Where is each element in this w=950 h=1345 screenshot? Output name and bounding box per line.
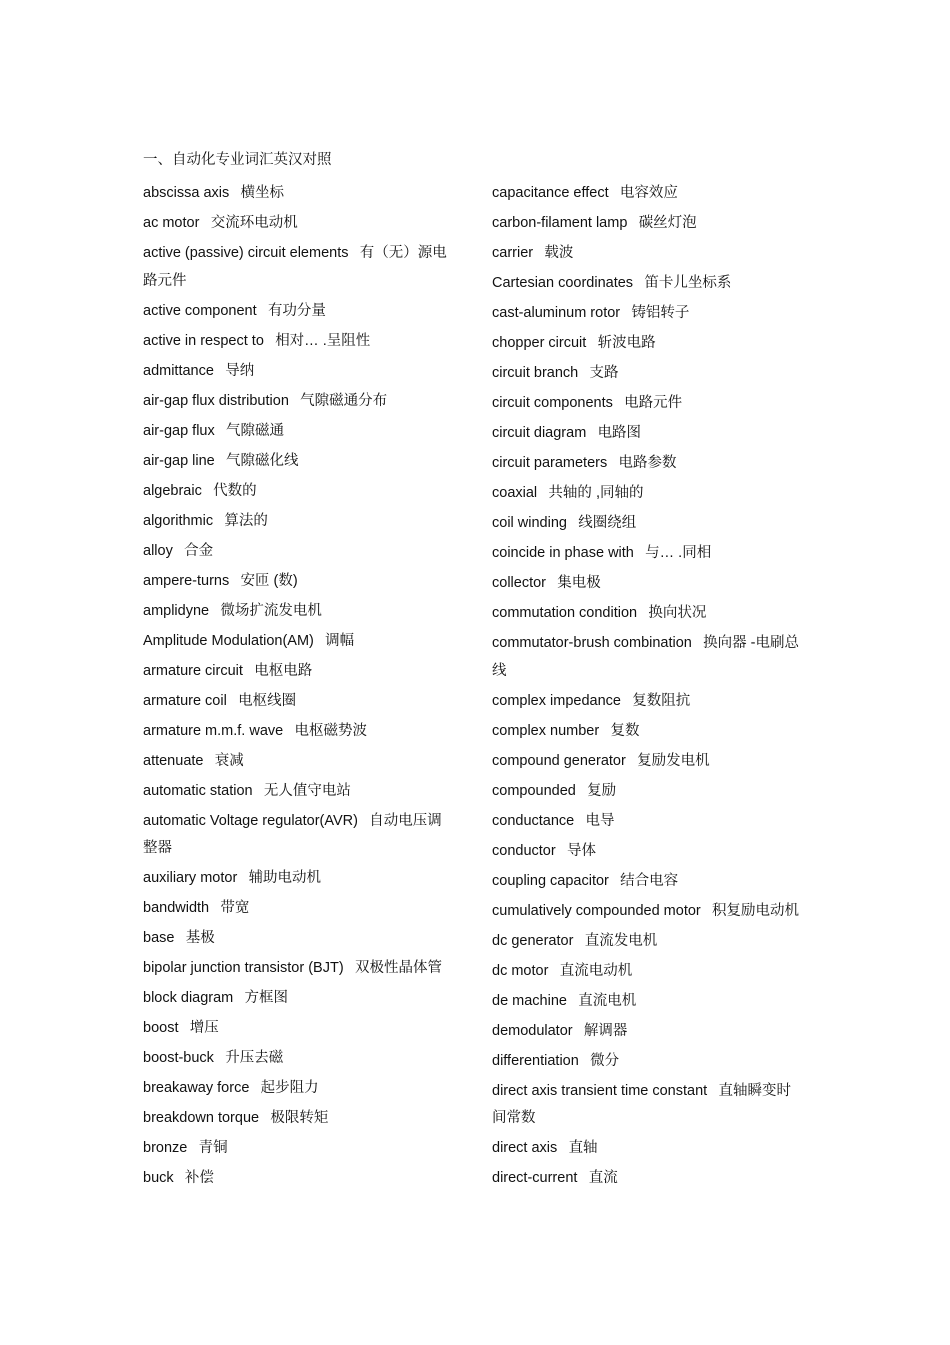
chinese-translation: 电枢线圈: [238, 692, 297, 709]
glossary-entry: [492, 239, 804, 269]
chinese-translation: 电导: [585, 812, 615, 829]
chinese-translation: 电路图: [597, 425, 642, 442]
english-term: armature circuit: [143, 662, 243, 679]
english-term: conductor: [492, 842, 556, 859]
glossary-entry: [492, 419, 804, 449]
glossary-entry: [492, 509, 804, 539]
glossary-entry: [143, 717, 451, 747]
glossary-entry: [143, 537, 451, 567]
glossary-column-left: [143, 179, 451, 1194]
english-term: circuit parameters: [492, 455, 608, 472]
english-term: air-gap flux: [143, 422, 215, 439]
english-term: air-gap line: [143, 452, 215, 469]
glossary-entry: [492, 569, 804, 599]
page-title: 一、自动化专业词汇英汉对照: [143, 152, 332, 168]
chinese-translation: 有（无）源电路元件: [143, 245, 447, 289]
chinese-translation: 带宽: [220, 900, 250, 917]
english-term: armature coil: [143, 692, 227, 709]
chinese-translation: 无人值守电站: [263, 782, 351, 799]
chinese-translation: 调幅: [325, 632, 355, 649]
chinese-translation: 电路元件: [624, 395, 683, 412]
glossary-entry: [143, 327, 451, 357]
chinese-translation: 横坐标: [240, 185, 285, 202]
chinese-translation: 双极性晶体管: [354, 960, 442, 977]
english-term: complex impedance: [492, 692, 621, 709]
glossary-entry: [492, 687, 804, 717]
chinese-translation: 导体: [566, 842, 596, 859]
glossary-entry: [492, 777, 804, 807]
glossary-entry: [492, 717, 804, 747]
english-term: coaxial: [492, 485, 538, 502]
glossary-entry: [492, 867, 804, 897]
glossary-entry: [143, 954, 451, 984]
glossary-entry: [492, 269, 804, 299]
glossary-entry: [492, 1077, 804, 1135]
chinese-translation: 载波: [544, 245, 574, 262]
english-term: circuit components: [492, 395, 613, 412]
english-term: breakaway force: [143, 1080, 250, 1097]
chinese-translation: 共轴的 ,同轴的: [548, 485, 644, 502]
chinese-translation: 直流电机: [578, 992, 637, 1009]
english-term: admittance: [143, 362, 214, 379]
english-term: boost-buck: [143, 1050, 214, 1067]
chinese-translation: 起步阻力: [260, 1080, 319, 1097]
english-term: direct axis transient time constant: [492, 1082, 708, 1099]
chinese-translation: 直流电动机: [559, 962, 633, 979]
glossary-entry: [492, 837, 804, 867]
english-term: Cartesian coordinates: [492, 275, 634, 292]
chinese-translation: 笛卡儿坐标系: [644, 275, 732, 292]
glossary-entry: [492, 179, 804, 209]
english-term: coupling capacitor: [492, 872, 609, 889]
chinese-translation: 代数的: [213, 482, 257, 499]
chinese-translation: 基极: [185, 930, 215, 947]
english-term: auxiliary motor: [143, 870, 238, 887]
english-term: breakdown torque: [143, 1110, 260, 1127]
english-term: compounded: [492, 782, 576, 799]
chinese-translation: 直流发电机: [584, 932, 658, 949]
english-term: abscissa axis: [143, 185, 230, 202]
english-term: amplidyne: [143, 602, 210, 619]
glossary-entry: [492, 389, 804, 419]
english-term: bronze: [143, 1140, 188, 1157]
glossary-entry: [143, 1044, 451, 1074]
english-term: collector: [492, 575, 546, 592]
glossary-entry: [492, 449, 804, 479]
glossary-entry: [143, 477, 451, 507]
english-term: algorithmic: [143, 512, 214, 529]
chinese-translation: 铸铝转子: [631, 305, 690, 322]
glossary-entry: [492, 897, 804, 927]
chinese-translation: 与… .同相: [645, 545, 712, 562]
english-term: boost: [143, 1020, 179, 1037]
chinese-translation: 相对… .呈阻性: [275, 332, 371, 349]
chinese-translation: 补偿: [184, 1170, 214, 1187]
glossary-entry: [492, 987, 804, 1017]
english-term: capacitance effect: [492, 185, 609, 202]
chinese-translation: 导纳: [225, 362, 255, 379]
chinese-translation: 青铜: [198, 1140, 228, 1157]
glossary-entry: [143, 357, 451, 387]
glossary-entry: [492, 747, 804, 777]
chinese-translation: 升压去磁: [225, 1050, 284, 1067]
glossary-entry: [143, 239, 451, 297]
glossary-entry: [492, 209, 804, 239]
glossary-entry: [143, 387, 451, 417]
chinese-translation: 增压: [189, 1020, 219, 1037]
chinese-translation: 算法的: [224, 512, 268, 529]
glossary-entry: [143, 924, 451, 954]
glossary-entry: [492, 479, 804, 509]
chinese-translation: 复数阻抗: [632, 692, 691, 709]
english-term: demodulator: [492, 1022, 573, 1039]
chinese-translation: 碳丝灯泡: [638, 215, 697, 232]
english-term: coil winding: [492, 515, 567, 532]
chinese-translation: 电枢磁势波: [294, 722, 367, 739]
glossary-entry: [492, 927, 804, 957]
english-term: circuit diagram: [492, 425, 587, 442]
chinese-translation: 安匝 (数): [240, 572, 298, 589]
glossary-entry: [492, 299, 804, 329]
glossary-entry: [143, 1014, 451, 1044]
english-term: active in respect to: [143, 332, 264, 349]
glossary-entry: [492, 1017, 804, 1047]
english-term: de machine: [492, 992, 567, 1009]
english-term: direct axis: [492, 1140, 558, 1157]
glossary-entry: [143, 627, 451, 657]
english-term: carbon-filament lamp: [492, 215, 628, 232]
glossary-entry: [143, 567, 451, 597]
english-term: Amplitude Modulation(AM): [143, 632, 314, 649]
chinese-translation: 换向状况: [648, 605, 707, 622]
chinese-translation: 线圈绕组: [578, 515, 637, 532]
glossary-entry: [143, 864, 451, 894]
glossary-entry: [492, 1047, 804, 1077]
chinese-translation: 方框图: [244, 990, 289, 1007]
glossary-entry: [492, 807, 804, 837]
glossary-entry: [143, 507, 451, 537]
english-term: bipolar junction transistor (BJT): [143, 960, 344, 977]
chinese-translation: 交流环电动机: [210, 215, 298, 232]
glossary-entry: [492, 629, 804, 687]
english-term: complex number: [492, 722, 600, 739]
english-term: coincide in phase with: [492, 545, 634, 562]
english-term: base: [143, 930, 175, 947]
english-term: block diagram: [143, 990, 234, 1007]
english-term: air-gap flux distribution: [143, 392, 289, 409]
chinese-translation: 复数: [610, 722, 640, 739]
chinese-translation: 辅助电动机: [248, 870, 322, 887]
glossary-entry: [492, 957, 804, 987]
english-term: carrier: [492, 245, 534, 262]
chinese-translation: 气隙磁化线: [226, 452, 299, 469]
chinese-translation: 极限转矩: [270, 1110, 329, 1127]
chinese-translation: 电枢电路: [254, 662, 313, 679]
english-term: ac motor: [143, 215, 200, 232]
glossary-entry: [492, 359, 804, 389]
chinese-translation: 电容效应: [619, 185, 678, 202]
english-term: automatic Voltage regulator(AVR): [143, 812, 358, 829]
glossary-entry: [143, 297, 451, 327]
chinese-translation: 直轴瞬变时间常数: [492, 1082, 791, 1127]
chinese-translation: 复励: [587, 782, 617, 799]
glossary-entry: [492, 1134, 804, 1164]
glossary-entry: [143, 209, 451, 239]
glossary-entry: [143, 777, 451, 807]
chinese-translation: 合金: [184, 542, 214, 559]
english-term: active component: [143, 302, 257, 319]
chinese-translation: 直流: [588, 1170, 618, 1187]
english-term: commutation condition: [492, 605, 638, 622]
english-term: alloy: [143, 542, 173, 559]
glossary-entry: [143, 1134, 451, 1164]
chinese-translation: 结合电容: [620, 872, 679, 889]
chinese-translation: 衰减: [214, 752, 244, 769]
english-term: commutator-brush combination: [492, 635, 692, 652]
english-term: ampere-turns: [143, 572, 230, 589]
english-term: armature m.m.f. wave: [143, 722, 284, 739]
glossary-entry: [143, 894, 451, 924]
glossary-entry: [492, 599, 804, 629]
chinese-translation: 换向器 -电刷总线: [492, 635, 800, 679]
chinese-translation: 电路参数: [618, 455, 677, 472]
chinese-translation: 自动电压调整器: [143, 812, 442, 857]
chinese-translation: 复励发电机: [637, 752, 710, 769]
glossary-entry: [143, 447, 451, 477]
chinese-translation: 斩波电路: [597, 335, 656, 352]
chinese-translation: 微场扩流发电机: [220, 602, 322, 619]
chinese-translation: 有功分量: [267, 302, 326, 319]
english-term: cast-aluminum rotor: [492, 305, 621, 322]
english-term: chopper circuit: [492, 335, 587, 352]
glossary-entry: [492, 329, 804, 359]
glossary-entry: [143, 1104, 451, 1134]
glossary-entry: [143, 807, 451, 865]
glossary-column-right: [492, 179, 804, 1194]
english-term: attenuate: [143, 752, 204, 769]
glossary-entry: [143, 179, 451, 209]
chinese-translation: 支路: [589, 365, 619, 382]
glossary-entry: [492, 1164, 804, 1194]
english-term: dc motor: [492, 962, 549, 979]
chinese-translation: 集电极: [557, 575, 601, 592]
glossary-entry: [143, 1074, 451, 1104]
english-term: dc generator: [492, 932, 574, 949]
glossary-entry: [143, 747, 451, 777]
english-term: active (passive) circuit elements: [143, 245, 349, 262]
glossary-entry: [143, 657, 451, 687]
chinese-translation: 解调器: [583, 1022, 628, 1039]
english-term: compound generator: [492, 752, 626, 769]
chinese-translation: 直轴: [568, 1140, 598, 1157]
english-term: conductance: [492, 812, 575, 829]
english-term: automatic station: [143, 782, 253, 799]
english-term: direct-current: [492, 1170, 578, 1187]
chinese-translation: 微分: [590, 1052, 620, 1069]
glossary-entry: [143, 1164, 451, 1194]
english-term: cumulatively compounded motor: [492, 902, 701, 919]
english-term: buck: [143, 1170, 174, 1187]
chinese-translation: 气隙磁通分布: [300, 392, 388, 409]
glossary-entry: [143, 417, 451, 447]
english-term: differentiation: [492, 1052, 579, 1069]
glossary-entry: [143, 984, 451, 1014]
english-term: circuit branch: [492, 365, 579, 382]
glossary-entry: [143, 597, 451, 627]
chinese-translation: 积复励电动机: [712, 902, 800, 919]
glossary-entry: [143, 687, 451, 717]
english-term: bandwidth: [143, 900, 210, 917]
glossary-entry: [492, 539, 804, 569]
english-term: algebraic: [143, 482, 202, 499]
chinese-translation: 气隙磁通: [226, 422, 285, 439]
